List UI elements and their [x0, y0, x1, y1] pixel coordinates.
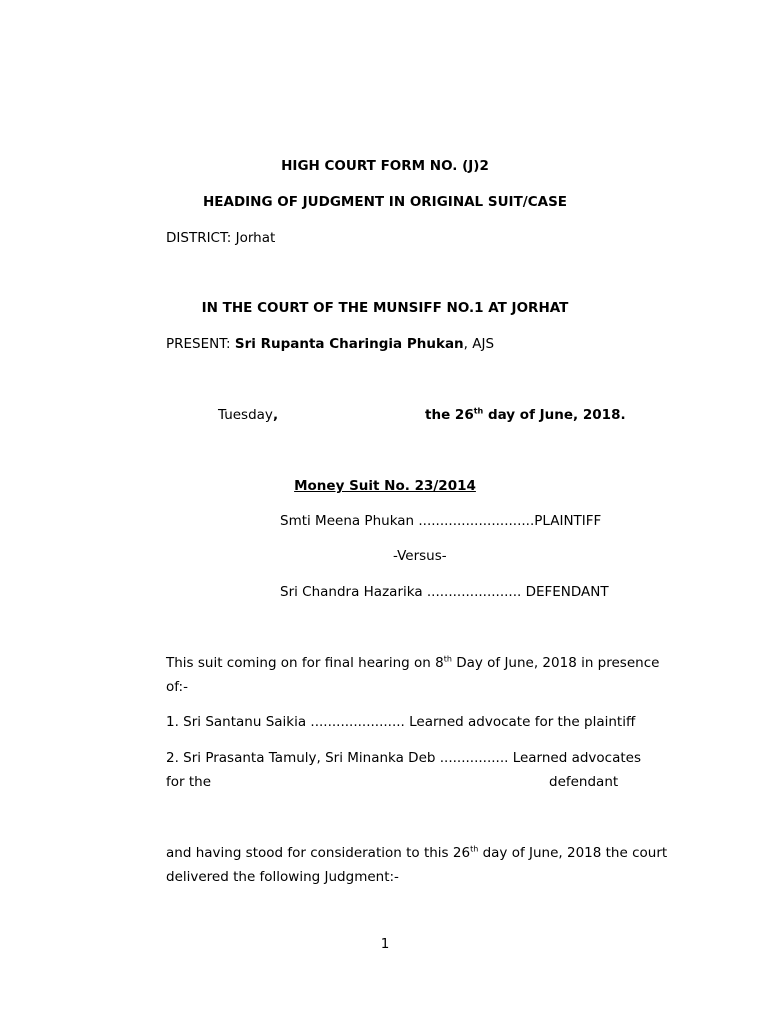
advocate-defendant-line2-right: defendant: [549, 774, 619, 790]
consideration-post: day of June, 2018 the court delivered the following Judgment:-: [166, 845, 668, 885]
court-name: IN THE COURT OF THE MUNSIFF NO.1 AT JORHAT: [201, 300, 569, 316]
consideration-paragraph: [166, 841, 676, 889]
defendant-line: Sri Chandra Hazarika ...................... DEFENDANT: [280, 584, 609, 600]
versus-line: -Versus-: [393, 548, 447, 564]
present-line: [166, 336, 494, 352]
hearing-paragraph: [166, 651, 676, 699]
day-comma: ,: [272, 407, 279, 423]
advocate-plaintiff: 1. Sri Santanu Saikia ...................... Learned advocate for the plaintiff: [166, 714, 636, 730]
form-title: HIGH COURT FORM NO. (J)2: [281, 158, 489, 174]
hearing-sup: th: [443, 654, 452, 664]
suit-number-text: Money Suit No. 23/2014: [294, 478, 476, 494]
day-of-week: [218, 407, 278, 423]
consideration-pre: and having stood for consideration to this 26: [166, 845, 471, 861]
hearing-pre: This suit coming on for final hearing on 8: [166, 655, 444, 671]
advocate-defendant-line1: 2. Sri Prasanta Tamuly, Sri Minanka Deb ................ Learned advocates: [166, 750, 642, 766]
date-pre: the 26: [425, 407, 474, 423]
district-line: DISTRICT: Jorhat: [166, 230, 276, 246]
suit-number: [0, 478, 770, 494]
hearing-post: Day of June, 2018 in presence of:-: [166, 655, 660, 695]
judgment-heading: HEADING OF JUDGMENT IN ORIGINAL SUIT/CASE: [202, 194, 568, 210]
day-name: Tuesday: [218, 407, 273, 423]
judgment-date: [425, 407, 626, 423]
consideration-sup: th: [470, 844, 479, 854]
page-number: 1: [380, 936, 390, 952]
date-post: day of June, 2018.: [483, 407, 626, 423]
presiding-officer-suffix: , AJS: [463, 336, 495, 352]
presiding-officer-name: Sri Rupanta Charingia Phukan: [234, 336, 464, 352]
advocate-defendant-line2-left: for the: [166, 774, 212, 790]
present-label: PRESENT:: [166, 336, 235, 352]
date-sup: th: [473, 406, 484, 416]
plaintiff-line: Smti Meena Phukan ...........................PLAINTIFF: [280, 513, 602, 529]
